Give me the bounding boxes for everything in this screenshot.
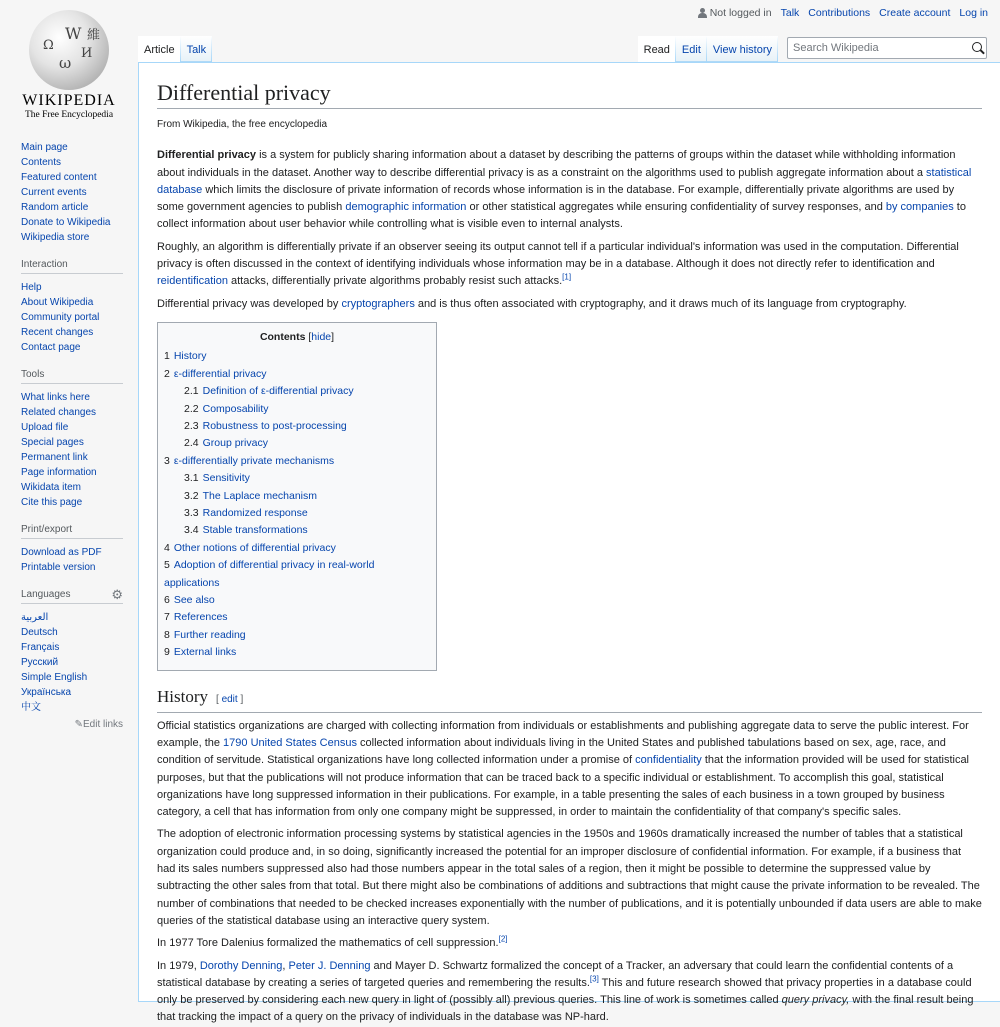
toc-number: 3.3: [184, 507, 199, 520]
toc-number: 2: [164, 367, 170, 380]
text: Official statistics organizations are charged with collecting information from individuals or establishments and publishing aggregate data to serve the public interest. For example, the: [157, 719, 969, 749]
toc-link[interactable]: Stable transformations: [202, 524, 308, 537]
tagline: The Free Encyclopedia: [24, 110, 114, 120]
sidebar-interaction-item: [21, 325, 123, 340]
tab-read-label: Read: [643, 44, 670, 56]
intro-paragraph-3: [157, 296, 982, 313]
edit-section-link[interactable]: edit: [221, 693, 238, 705]
sidebar-nav-link[interactable]: Featured content: [21, 172, 97, 183]
edit-section: [ edit ]: [216, 693, 244, 705]
sidebar-nav-link[interactable]: Contents: [21, 157, 62, 168]
toc-subitem[interactable]: [184, 435, 430, 452]
toc-sublist: [184, 383, 430, 453]
toc-link[interactable]: Robustness to post-processing: [202, 420, 347, 432]
tools-list: [21, 390, 123, 510]
text: to collect information about user behavior while controlling what is visible even to internal analysts.: [157, 201, 966, 231]
sidebar-tools-item: [21, 465, 123, 480]
sidebar-interaction-link[interactable]: About Wikipedia: [21, 297, 94, 308]
sidebar-language-item: [21, 640, 123, 655]
toc-item[interactable]: [164, 644, 430, 661]
toc-item[interactable]: [164, 348, 430, 365]
toc-link[interactable]: See also: [173, 594, 215, 607]
sidebar-nav-link[interactable]: Main page: [21, 142, 68, 153]
sidebar-print-item: [21, 545, 123, 560]
text: which limits the disclosure of private information of records whose information is in the database. For example, differentially private algorithms are used by some government agencies to publish: [157, 183, 955, 214]
edit-links-label: Edit links: [82, 719, 123, 730]
peter-denning-link[interactable]: Peter J. Denning: [288, 959, 371, 972]
page-title: Differential privacy: [157, 79, 982, 109]
tab-edit[interactable]: [676, 36, 707, 62]
toc-link[interactable]: Further reading: [173, 628, 246, 641]
sidebar-language-item: [21, 700, 123, 715]
reference-2[interactable]: [2]: [498, 934, 508, 944]
languages-heading-label: Languages: [21, 589, 71, 600]
toc-subitem[interactable]: [184, 470, 430, 487]
toc-number: 7: [164, 611, 170, 624]
census-1790-link[interactable]: 1790 United States Census: [223, 736, 357, 749]
create-account-link[interactable]: Create account: [879, 7, 951, 19]
languages-heading: [21, 589, 123, 604]
toc-link[interactable]: History: [173, 350, 207, 363]
view-tabs: [638, 36, 778, 62]
sidebar-interaction-item: [21, 280, 123, 295]
log-in-link[interactable]: Log in: [959, 7, 988, 19]
sidebar-print-link[interactable]: Download as PDF: [21, 547, 102, 558]
sidebar-language-link[interactable]: Русский: [21, 657, 59, 668]
text: This and future research showed that privacy properties in a database could only be preserved by considering each new query in light of (possibly all) previous queries. This line of work is sometimes called: [157, 976, 972, 1007]
sidebar-language-link[interactable]: العربية: [21, 612, 49, 623]
toc-subitem[interactable]: [184, 401, 430, 418]
toc-link[interactable]: ε-differential privacy: [173, 367, 267, 380]
sidebar-language-link[interactable]: Deutsch: [21, 627, 58, 638]
navigation-list: [21, 140, 123, 245]
print-portal: [21, 524, 123, 575]
query-privacy-term: query privacy,: [781, 994, 850, 1007]
sidebar-tools-link[interactable]: Permanent link: [21, 452, 88, 463]
toc-number: 5: [164, 559, 170, 572]
tab-article-label: Article: [144, 44, 175, 56]
sidebar-tools-link[interactable]: Wikidata item: [21, 482, 82, 493]
print-heading: Print/export: [21, 524, 123, 539]
confidentiality-link[interactable]: confidentiality: [635, 754, 702, 767]
history-paragraph-1: [157, 718, 982, 822]
toc-link[interactable]: Composability: [202, 402, 269, 415]
history-heading-label: History: [157, 686, 208, 706]
sidebar-tools-item: [21, 390, 123, 405]
sidebar-interaction-link[interactable]: Help: [21, 282, 42, 293]
text: is a system for publicly sharing information about a dataset by describing the patterns of groups within the dataset while withholding information about individuals in the dataset. Another way to describe differential privacy is as a constraint on the algorithms used to publish aggregate information about a: [157, 149, 956, 179]
wikipedia-logo[interactable]: [14, 10, 124, 125]
sidebar-language-item: [21, 610, 123, 625]
toc-item[interactable]: [164, 592, 430, 609]
toc-number: 2.1: [184, 385, 199, 398]
toc-link[interactable]: Sensitivity: [202, 472, 250, 485]
sidebar-tools-item: [21, 405, 123, 420]
sidebar-language-link[interactable]: Українська: [21, 687, 72, 698]
sidebar-print-item: [21, 560, 123, 575]
search-input[interactable]: [788, 42, 963, 54]
text: ,: [282, 959, 289, 972]
demographic-information-link[interactable]: demographic information: [345, 201, 467, 214]
sidebar-interaction-item: [21, 340, 123, 355]
history-heading: [157, 686, 982, 713]
sidebar-interaction-link[interactable]: Recent changes: [21, 327, 94, 338]
sidebar-interaction-item: [21, 295, 123, 310]
toc-link[interactable]: References: [173, 611, 228, 624]
reference-1[interactable]: [1]: [562, 272, 572, 282]
toc-title: Contents [hide]: [259, 330, 335, 343]
sidebar-nav-link[interactable]: Current events: [21, 187, 87, 198]
toc-item[interactable]: [164, 366, 430, 453]
toc-link[interactable]: Adoption of differential privacy in real-world applications: [164, 559, 375, 589]
sidebar-nav-link[interactable]: Random article: [21, 202, 89, 213]
toc-link[interactable]: Randomized response: [202, 507, 308, 520]
sidebar-nav-item: [21, 215, 123, 230]
toc-number: 2.3: [184, 420, 199, 432]
sidebar-nav-item: [21, 155, 123, 170]
text: that the information provided will be used for statistical purposes, but that the publications will not produce information that can be traced back to a specific individual or establishment. To accomplish this goal, statistical organizations have long suppressed information in their publications. For example, in a table presenting the sales of each business in a town grouped by business category, a cell that has information from only one company might be suppressed, in order to maintain the confidentiality of that company's specific sales.: [157, 754, 970, 819]
text: In 1979,: [157, 959, 200, 972]
toc-number: 6: [164, 594, 170, 607]
statistical-database-link[interactable]: statistical database: [157, 166, 972, 196]
sidebar-language-item: [21, 655, 123, 670]
sidebar-nav-item: [21, 170, 123, 185]
sidebar-nav-link[interactable]: Donate to Wikipedia: [21, 217, 111, 228]
toc-number: 2.4: [184, 437, 199, 450]
languages-portal: [21, 589, 123, 730]
gear-icon[interactable]: ⚙: [111, 587, 123, 602]
sidebar-tools-item: [21, 450, 123, 465]
sidebar-tools-item: [21, 435, 123, 450]
intro-paragraph-2: [157, 239, 982, 291]
by-companies-link[interactable]: by companies: [885, 201, 954, 214]
text: or other statistical aggregates while ensuring confidentiality of survey responses, and: [466, 201, 886, 214]
sidebar-language-item: [21, 670, 123, 685]
search-box: [787, 37, 987, 59]
toc-item[interactable]: [164, 557, 430, 592]
languages-list: [21, 610, 123, 715]
toc-hide-link[interactable]: hide: [311, 330, 332, 343]
sidebar-tools-link[interactable]: What links here: [21, 392, 90, 403]
sidebar-tools-item: [21, 480, 123, 495]
toc-item[interactable]: [164, 540, 430, 557]
sidebar-tools-link[interactable]: Related changes: [21, 407, 97, 418]
search-icon[interactable]: [972, 42, 982, 52]
toc-subitem[interactable]: [184, 383, 430, 400]
tools-heading: Tools: [21, 369, 123, 384]
user-icon: [698, 8, 707, 18]
toc-title-label: Contents: [259, 330, 306, 343]
text: In 1977 Tore Dalenius formalized the mathematics of cell suppression.: [157, 937, 499, 950]
intro-paragraph-1: [157, 147, 982, 233]
sidebar-nav-item: [21, 230, 123, 245]
article-content: [138, 62, 1000, 1024]
toc-number: 3.1: [184, 472, 199, 485]
sidebar-tools-link[interactable]: Cite this page: [21, 497, 83, 508]
wordmark: WIKIPEDIA: [22, 92, 116, 109]
interaction-list: [21, 280, 123, 355]
tab-article[interactable]: [138, 36, 181, 62]
text: and Mayer D. Schwartz formalized the concept of a Tracker, an adversary that could learn the confidential contents of a statistical database by creating a series of targeted queries and remembering the results.: [157, 959, 954, 989]
sidebar-nav-item: [21, 200, 123, 215]
toc-number: 3.2: [184, 489, 199, 502]
toc-item[interactable]: [164, 453, 430, 540]
toc-number: 8: [164, 628, 170, 641]
contributions-link[interactable]: Contributions: [808, 7, 871, 19]
toc-subitem[interactable]: [184, 522, 430, 539]
toc-number: 9: [164, 646, 170, 659]
toc-item[interactable]: [164, 609, 430, 626]
tab-view-history[interactable]: [707, 36, 778, 62]
toc-link[interactable]: Other notions of differential privacy: [173, 541, 336, 554]
sidebar-interaction-item: [21, 310, 123, 325]
toc-link[interactable]: ε-differentially private mechanisms: [173, 454, 335, 467]
sidebar-interaction-link[interactable]: Contact page: [21, 342, 81, 353]
interaction-heading: Interaction: [21, 259, 123, 274]
cryptographers-link[interactable]: cryptographers: [341, 297, 415, 310]
table-of-contents: [157, 322, 437, 671]
sidebar-language-link[interactable]: Français: [21, 642, 60, 653]
toc-item[interactable]: [164, 627, 430, 644]
dorothy-denning-link[interactable]: Dorothy Denning: [199, 959, 283, 972]
toc-sublist: [184, 470, 430, 540]
sidebar-language-item: [21, 685, 123, 700]
text: with the final result being that tracking the impact of a query on the privacy of individuals in the database was NP-hard.: [157, 994, 974, 1024]
reidentification-link[interactable]: reidentification: [157, 275, 228, 288]
edit-links[interactable]: [21, 719, 123, 730]
not-logged-in: [698, 7, 772, 19]
navigation-portal: [21, 140, 123, 245]
sidebar-nav-item: [21, 185, 123, 200]
sidebar-tools-link[interactable]: Upload file: [21, 422, 69, 433]
toc-link[interactable]: Group privacy: [202, 437, 268, 450]
personal-tools: [698, 7, 988, 19]
toc-number: 1: [164, 350, 170, 363]
reference-3[interactable]: [3]: [589, 974, 599, 984]
tab-edit-label: Edit: [681, 44, 701, 56]
toc-number: 3.4: [184, 524, 199, 537]
sidebar: [0, 140, 138, 744]
tab-view-history-label: View history: [712, 44, 772, 56]
tab-talk[interactable]: [181, 36, 213, 62]
history-paragraph-2: The adoption of electronic information processing systems by statistical agencies in the 1950s and 1960s dramatically increased the number of tables that a statistical organization could produce and, in so doing, significantly increased the potential for an improper disclosure of confidential information. For example, if a business that had its sales numbers suppressed also had those numbers appear in the total sales of a region, then it might be possible to determine the suppressed value by subtracting the other sales from that total. But there might also be combinations of additions and subtractions that might cause the private information to be revealed. The number of combinations that needed to be checked increases exponentially with the number of publications, and it is potentially unbounded if data users are able to make queries of the statistical database using an interactive query system.: [157, 828, 982, 927]
tab-talk-label: Talk: [186, 44, 207, 56]
text: Roughly, an algorithm is differentially private if an observer seeing its output cannot tell if a particular individual's information was used in the computation. Differential privacy is often discussed in the context of identifying individuals whose information may be in a database. Although it does not directly refer to identification and: [157, 240, 959, 271]
toc-link[interactable]: Definition of ε-differential privacy: [202, 385, 354, 398]
not-logged-in-label: Not logged in: [709, 7, 772, 19]
sidebar-tools-link[interactable]: Page information: [21, 467, 97, 478]
sidebar-nav-link[interactable]: Wikipedia store: [21, 232, 90, 243]
sidebar-tools-link[interactable]: Special pages: [21, 437, 84, 448]
history-paragraph-3: [157, 935, 982, 952]
text: attacks, differentially private algorithms probably resist such attacks.: [227, 275, 563, 288]
tab-read[interactable]: [638, 36, 676, 62]
history-paragraph-4: [157, 958, 982, 1027]
sidebar-tools-item: [21, 495, 123, 510]
puzzle-globe-icon: Ω W И ω 維: [29, 10, 109, 90]
toc-list: [164, 348, 430, 661]
text: and is thus often associated with cryptography, and it draws much of its language from cryptography.: [414, 297, 907, 310]
talk-link[interactable]: Talk: [780, 7, 800, 19]
toc-subitem[interactable]: [184, 488, 430, 505]
toc-link[interactable]: External links: [173, 646, 237, 659]
interaction-portal: [21, 259, 123, 355]
namespace-tabs: [138, 36, 212, 62]
sidebar-nav-item: [21, 140, 123, 155]
sidebar-interaction-link[interactable]: Community portal: [21, 312, 100, 323]
sidebar-print-link[interactable]: Printable version: [21, 562, 96, 573]
site-sub: From Wikipedia, the free encyclopedia: [157, 119, 328, 130]
toc-subitem[interactable]: [184, 505, 430, 522]
text: Differential privacy was developed by: [157, 297, 342, 310]
toc-subitem[interactable]: [184, 418, 430, 435]
sidebar-language-link[interactable]: Simple English: [21, 672, 88, 683]
bold-term: Differential privacy: [157, 149, 257, 162]
toc-number: 3: [164, 454, 170, 467]
toc-link[interactable]: The Laplace mechanism: [202, 489, 318, 502]
sidebar-language-item: [21, 625, 123, 640]
sidebar-tools-item: [21, 420, 123, 435]
tools-portal: [21, 369, 123, 510]
sidebar-language-link[interactable]: 中文: [21, 702, 41, 713]
pencil-icon: ✎: [74, 719, 83, 730]
toc-number: 2.2: [184, 402, 199, 415]
toc-number: 4: [164, 541, 170, 554]
text: collected information about individuals living in the United States and published tabulations based on sex, age, race, and condition of servitude. Statistical organizations have long collected information under a promise of: [157, 736, 946, 767]
print-list: [21, 545, 123, 575]
